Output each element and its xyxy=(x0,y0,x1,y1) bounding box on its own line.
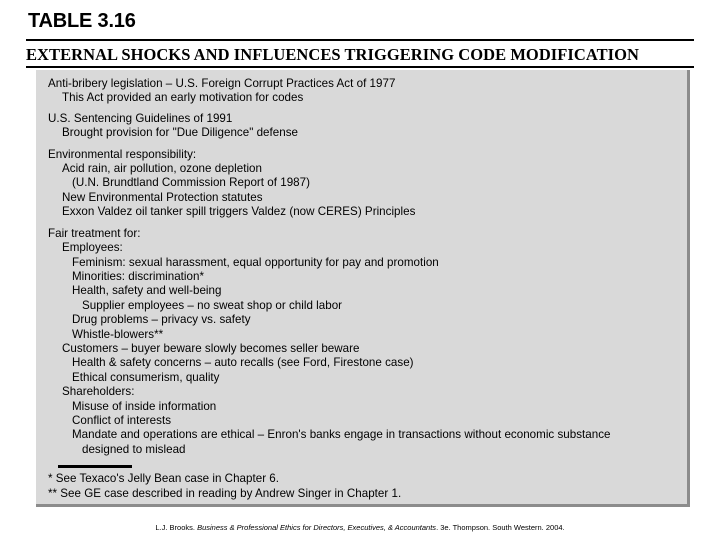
list-item: Fair treatment for: xyxy=(48,227,141,240)
list-item: This Act provided an early motivation for codes xyxy=(62,91,304,104)
source-credit xyxy=(0,523,720,532)
table-label: TABLE 3.16 xyxy=(28,10,136,32)
list-item: Brought provision for "Due Diligence" defense xyxy=(62,126,298,139)
list-item: Minorities: discrimination* xyxy=(72,270,204,283)
list-item: Anti-bribery legislation – U.S. Foreign Corrupt Practices Act of 1977 xyxy=(48,77,396,90)
credit-author: L.J. Brooks. xyxy=(155,523,198,532)
list-item: Environmental responsibility: xyxy=(48,148,197,161)
list-item: U.S. Sentencing Guidelines of 1991 xyxy=(48,112,233,125)
list-item: Mandate and operations are ethical – Enron's banks engage in transactions without economic substance xyxy=(72,428,611,441)
heading-bottom-rule xyxy=(26,66,694,68)
list-item: Employees: xyxy=(62,241,123,254)
list-item: Health & safety concerns – auto recalls (see Ford, Firestone case) xyxy=(72,356,414,369)
footnote-rule xyxy=(58,465,132,468)
credit-book-title: Business & Professional Ethics for Directors, Executives, & Accountants xyxy=(197,523,437,532)
table-heading: EXTERNAL SHOCKS AND INFLUENCES TRIGGERING CODE MODIFICATION xyxy=(26,45,639,64)
list-item: Acid rain, air pollution, ozone depletion xyxy=(62,162,262,175)
list-item: Supplier employees – no sweat shop or child labor xyxy=(82,299,343,312)
footnote: ** See GE case described in reading by Andrew Singer in Chapter 1. xyxy=(48,487,402,500)
heading-top-rule xyxy=(26,39,694,41)
list-item: New Environmental Protection statutes xyxy=(62,191,263,204)
list-item: Customers – buyer beware slowly becomes seller beware xyxy=(62,342,360,355)
list-item: Ethical consumerism, quality xyxy=(72,371,220,384)
list-item: Drug problems – privacy vs. safety xyxy=(72,313,251,326)
list-item: Feminism: sexual harassment, equal opportunity for pay and promotion xyxy=(72,256,439,269)
footnote: * See Texaco's Jelly Bean case in Chapter 6. xyxy=(48,472,280,485)
list-item: Misuse of inside information xyxy=(72,400,217,413)
list-item: Whistle-blowers** xyxy=(72,328,164,341)
list-item: Exxon Valdez oil tanker spill triggers Valdez (now CERES) Principles xyxy=(62,205,416,218)
list-item: designed to mislead xyxy=(82,443,186,456)
list-item: Conflict of interests xyxy=(72,414,172,427)
list-item: (U.N. Brundtland Commission Report of 1987) xyxy=(72,176,310,189)
list-item: Health, safety and well-being xyxy=(72,284,222,297)
credit-publisher: . 3e. Thompson. South Western. 2004. xyxy=(436,523,565,532)
list-item: Shareholders: xyxy=(62,385,135,398)
